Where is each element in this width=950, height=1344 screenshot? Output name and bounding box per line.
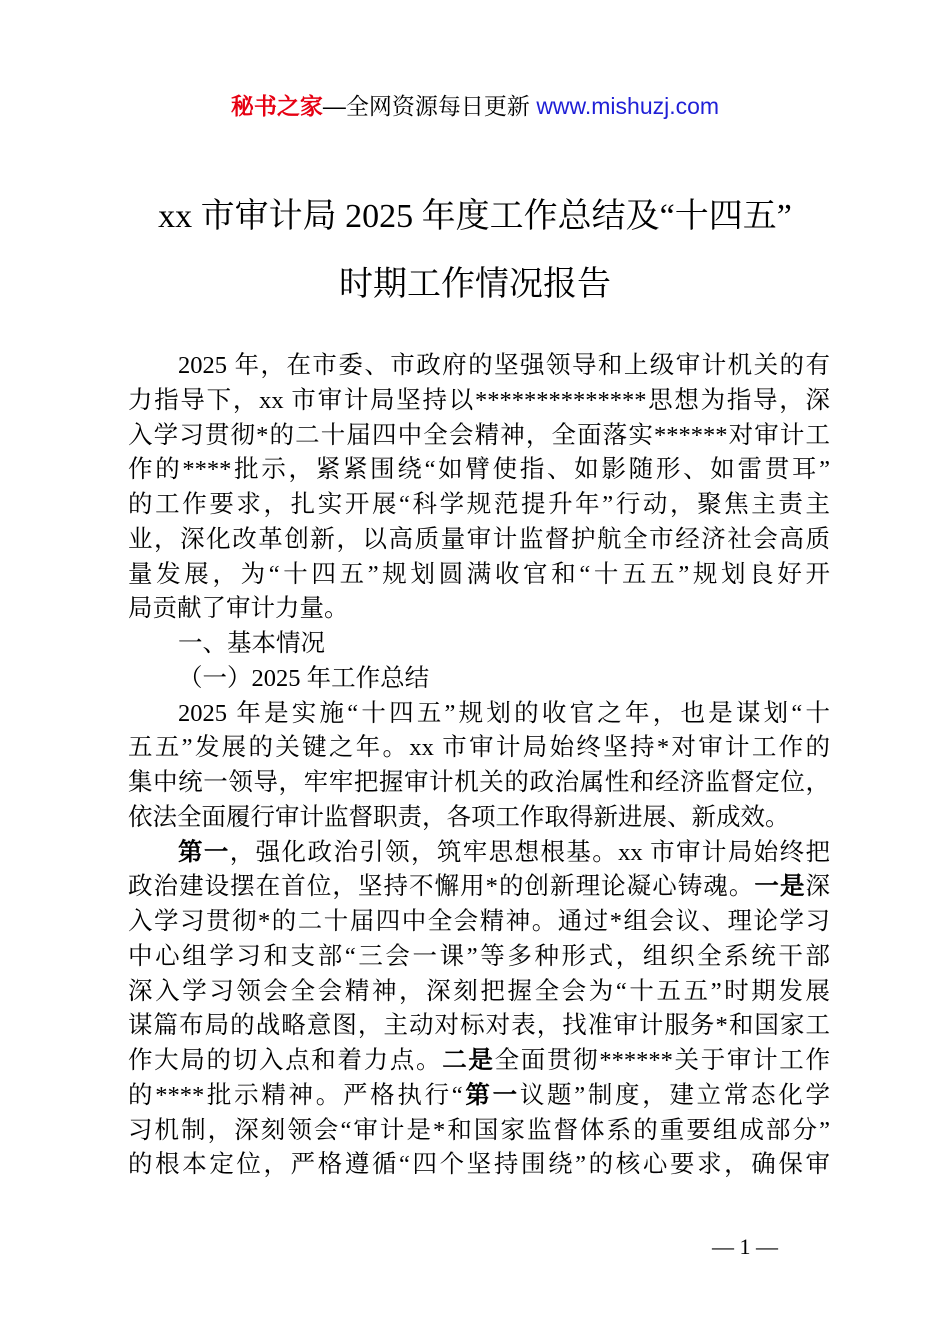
text-line xyxy=(128,523,830,558)
text-segment: 全面贯彻******关于审计工作 xyxy=(494,1047,830,1074)
banner-tagline: —全网资源每日更新 xyxy=(322,93,537,119)
text-line xyxy=(128,488,830,523)
text-line xyxy=(128,453,830,488)
text-line xyxy=(128,662,830,697)
text-segment: 谋篇布局的战略意图，主动对标对表，找准审计服务*和国家工 xyxy=(128,1012,830,1040)
text-line xyxy=(128,905,830,940)
text-line xyxy=(128,1079,830,1114)
text-segment: 依法全面履行审计监督职责，各项工作取得新进展、新成效。 xyxy=(128,803,790,831)
text-line xyxy=(128,1114,830,1149)
text-segment: 的工作要求，扎实开展“科学规范提升年”行动，聚焦主责主 xyxy=(128,491,830,518)
bold-text: 第一 xyxy=(178,838,230,866)
text-line xyxy=(128,836,830,871)
brand-name: 秘书之家 xyxy=(230,93,323,119)
text-segment: 中心组学习和支部“三会一课”等多种形式，组织全系统干部 xyxy=(128,942,830,970)
text-segment: 入学习贯彻*的二十届四中全会精神，全面落实******对审计工 xyxy=(128,421,830,449)
text-segment: 业，深化改革创新，以高质量审计监督护航全市经济社会高质 xyxy=(128,525,830,553)
text-segment: 2025 年是实施“十四五”规划的收官之年，也是谋划“十 xyxy=(178,699,830,727)
text-line xyxy=(128,1044,830,1079)
text-line xyxy=(128,419,830,454)
text-segment: 作大局的切入点和着力点。 xyxy=(128,1047,443,1074)
text-line xyxy=(128,349,830,384)
page-number: — 1 — xyxy=(712,1234,778,1259)
document-title-line-1: xx 市审计局 2025 年度工作总结及“十四五” xyxy=(158,198,792,235)
text-line xyxy=(128,1148,830,1183)
text-line xyxy=(128,870,830,905)
text-segment: 作的****批示，紧紧围绕“如臂使指、如影随形、如雷贯耳” xyxy=(128,456,830,484)
banner-url-link[interactable]: www.mishuzj.com xyxy=(536,93,720,119)
text-line xyxy=(128,592,830,627)
text-segment: 的根本定位，严格遵循“四个坚持围绕”的核心要求，确保审 xyxy=(128,1151,830,1179)
text-segment: 习机制，深刻领会“审计是*和国家监督体系的重要组成部分” xyxy=(128,1116,830,1144)
text-segment: 一、基本情况 xyxy=(178,630,325,657)
text-segment: 集中统一领导，牢牢把握审计机关的政治属性和经济监督定位， xyxy=(128,769,830,796)
text-line xyxy=(128,801,830,836)
text-segment: 政治建设摆在首位，坚持不懈用*的创新理论凝心铸魂。 xyxy=(128,873,755,901)
text-segment: ，强化政治引领，筑牢思想根基。xx 市审计局始终把 xyxy=(229,838,830,866)
bold-text: 二是 xyxy=(442,1047,495,1074)
text-line xyxy=(128,558,830,593)
bold-text: 第一 xyxy=(462,1081,520,1109)
document-body xyxy=(128,349,830,1183)
text-segment: 量发展，为“十四五”规划圆满收官和“十五五”规划良好开 xyxy=(128,560,830,588)
text-segment: （一）2025 年工作总结 xyxy=(178,664,430,692)
text-segment: 深入学习领会全会精神，深刻把握全会为“十五五”时期发展 xyxy=(128,977,830,1005)
text-segment: 局贡献了审计力量。 xyxy=(128,595,349,623)
text-line xyxy=(128,627,830,662)
text-segment: 的****批示精神。严格执行“ xyxy=(128,1081,463,1109)
text-line xyxy=(128,697,830,732)
text-line xyxy=(128,975,830,1010)
text-line xyxy=(128,384,830,419)
text-line xyxy=(128,766,830,801)
text-segment: 五五”发展的关键之年。xx 市审计局始终坚持*对审计工作的 xyxy=(128,734,830,762)
text-segment: 深 xyxy=(805,873,830,901)
text-line xyxy=(128,940,830,975)
text-segment: 入学习贯彻*的二十届四中全会精神。通过*组会议、理论学习 xyxy=(128,908,830,935)
text-line xyxy=(128,731,830,766)
bold-text: 一是 xyxy=(754,873,806,901)
text-segment: 2025 年，在市委、市政府的坚强领导和上级审计机关的有 xyxy=(178,352,830,379)
text-segment: 力指导下，xx 市审计局坚持以**************思想为指导，深 xyxy=(128,386,830,414)
site-banner xyxy=(0,88,950,121)
text-segment: 议题”制度，建立常态化学 xyxy=(519,1081,831,1109)
document-title-line-2: 时期工作情况报告 xyxy=(339,266,611,303)
text-line xyxy=(128,1009,830,1044)
